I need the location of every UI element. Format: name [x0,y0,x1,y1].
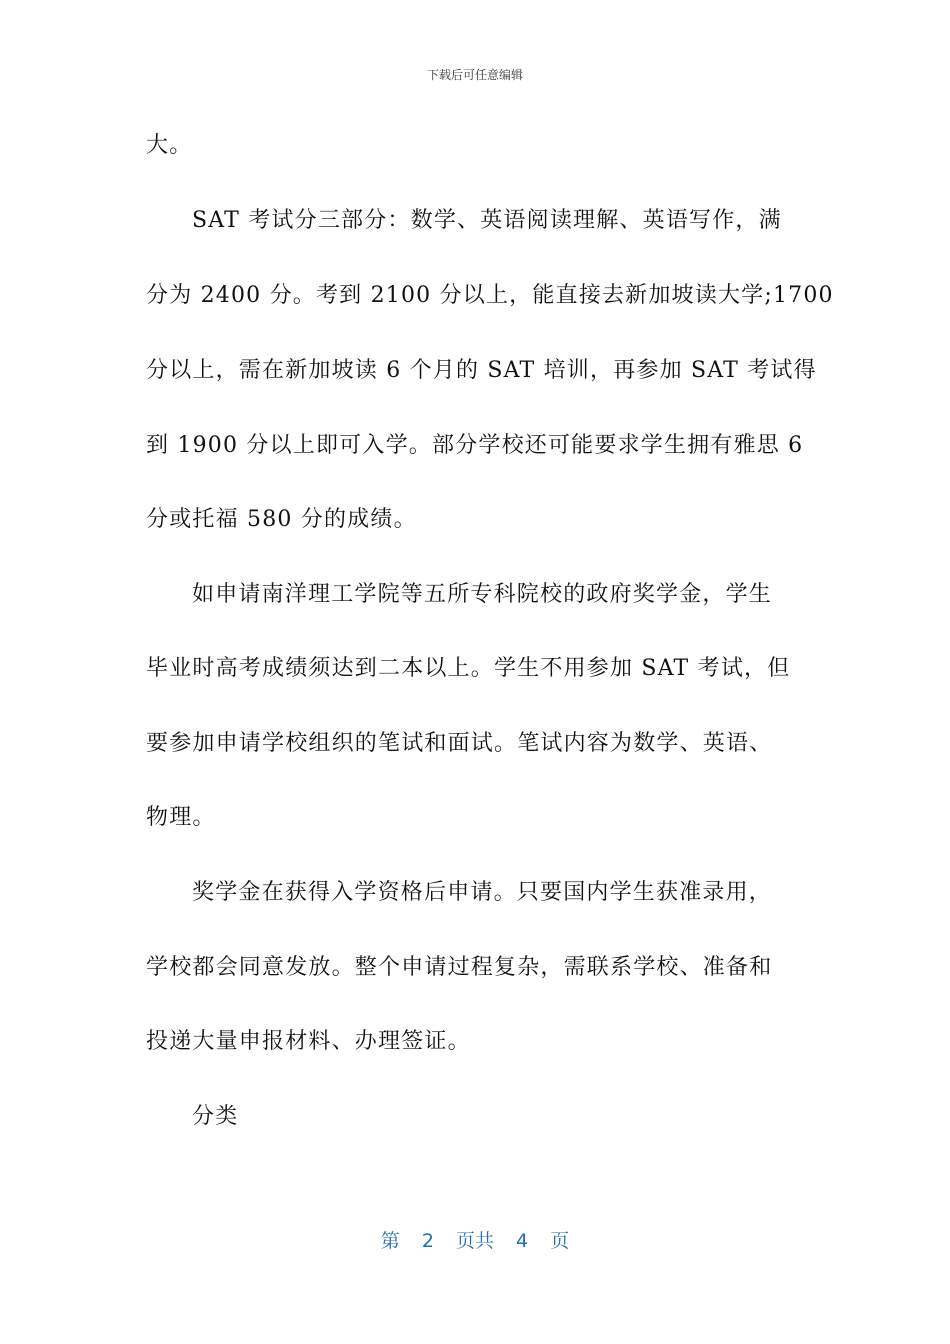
page-number: 2 [421,1230,434,1252]
page-footer [0,1226,950,1253]
paragraph-line: 分为 2400 分。考到 2100 分以上，能直接去新加坡读大学;1700 [146,283,834,308]
paragraph-line: 大。 [146,133,193,158]
paragraph-line: 奖学金在获得入学资格后申请。只要国内学生获准录用， [192,880,773,905]
page-suffix: 页 [550,1230,570,1252]
paragraph-line: 要参加申请学校组织的笔试和面试。笔试内容为数学、英语、 [146,731,773,756]
paragraph-line: 分或托福 580 分的成绩。 [146,507,417,532]
page-total: 4 [516,1230,529,1252]
page-mid: 页共 [455,1230,494,1252]
page-prefix: 第 [380,1230,400,1252]
page-header: 下载后可任意编辑 [426,68,523,82]
section-heading: 分类 [192,1104,239,1129]
paragraph-line: 毕业时高考成绩须达到二本以上。学生不用参加 SAT 考试，但 [146,656,791,681]
paragraph-line: 到 1900 分以上即可入学。部分学校还可能要求学生拥有雅思 6 [146,433,804,458]
paragraph-line: 投递大量申报材料、办理签证。 [146,1029,471,1054]
paragraph-line: 物理。 [146,805,216,830]
paragraph-line: 分以上，需在新加坡读 6 个月的 SAT 培训，再参加 SAT 考试得 [146,358,817,383]
paragraph-line: 学校都会同意发放。整个申请过程复杂，需联系学校、准备和 [146,955,773,980]
paragraph-line: 如申请南洋理工学院等五所专科院校的政府奖学金，学生 [192,582,773,607]
paragraph-line: SAT 考试分三部分：数学、英语阅读理解、英语写作，满 [192,208,782,233]
